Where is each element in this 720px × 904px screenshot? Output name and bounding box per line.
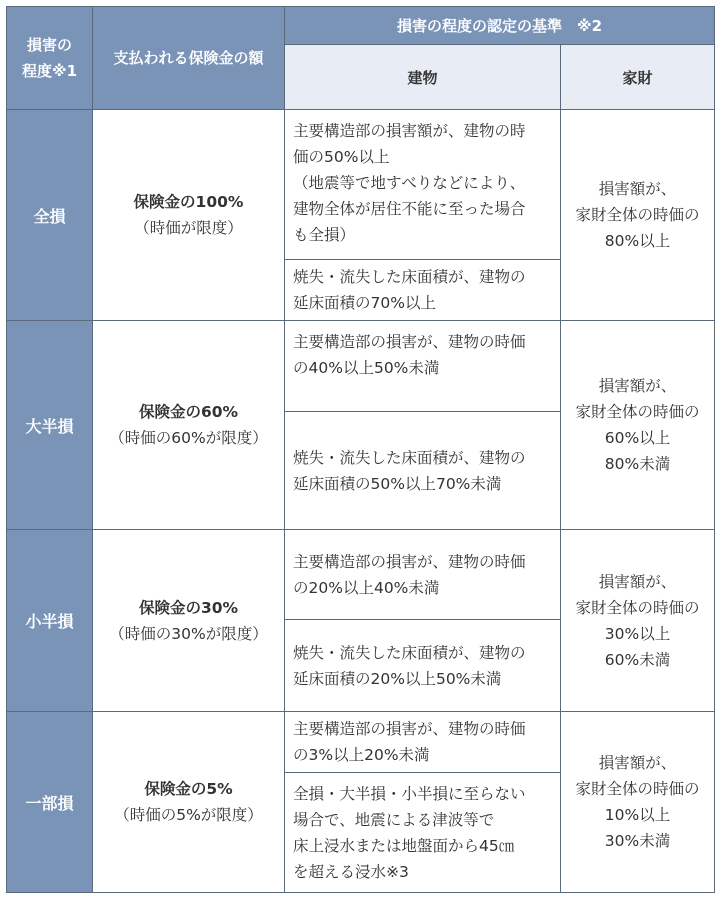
building-criteria-structure [285,530,561,620]
contents-line: 損害額が、 [598,377,677,395]
contents-line: 80%以上 [604,232,671,250]
amount-main: 保険金の30% [138,598,239,617]
contents-line: 損害額が、 [598,754,677,772]
criteria-line: を超える浸水※3 [293,862,409,881]
contents-line: 80%未満 [604,455,671,473]
criteria-line: の3%以上20%未満 [293,746,430,764]
criteria-line: 主要構造部の損害が、建物の時価 [293,333,526,351]
criteria-line: も全損） [293,226,356,244]
criteria-line: 全損・大半損・小半損に至らない [293,784,526,803]
row-amount-partial-loss [93,712,285,893]
amount-main: 保険金の100% [133,193,244,211]
amount-sub: （時価が限度） [134,219,243,237]
building-criteria-flood [285,773,561,893]
header-contents: 家財 [561,45,715,110]
criteria-line: の40%以上50%未満 [293,359,440,377]
contents-line: 30%未満 [604,832,671,850]
contents-line: 30%以上 [604,624,671,643]
criteria-line: 延床面積の70%以上 [293,294,436,312]
row-degree-large-half-loss: 大半損 [7,321,93,530]
contents-line: 家財全体の時価の [575,403,700,421]
contents-line: 損害額が、 [598,180,677,198]
contents-line: 家財全体の時価の [575,780,700,798]
building-criteria-floor [285,260,561,321]
criteria-line: 場合で、地震による津波等で [293,810,495,829]
contents-line: 家財全体の時価の [575,598,700,617]
building-criteria-structure [285,712,561,773]
row-degree-small-half-loss: 小半損 [7,530,93,712]
criteria-line: 焼失・流失した床面積が、建物の [293,268,526,286]
contents-line: 損害額が、 [598,572,677,591]
contents-line: 60%以上 [604,429,671,447]
contents-line: 60%未満 [604,650,671,669]
criteria-line: 主要構造部の損害額が、建物の時 [293,122,526,140]
contents-line: 家財全体の時価の [575,206,700,224]
insurance-criteria-table [6,6,715,893]
criteria-line: 焼失・流失した床面積が、建物の [293,448,526,467]
header-degree-line-1: 損害の [26,36,72,54]
contents-criteria [561,530,715,712]
criteria-line: 価の50%以上 [293,148,390,166]
criteria-line: 焼失・流失した床面積が、建物の [293,643,526,662]
criteria-line: 建物全体が居住不能に至った場合 [293,200,526,218]
row-degree-partial-loss: 一部損 [7,712,93,893]
header-degree [7,7,93,110]
header-amount: 支払われる保険金の額 [93,7,285,110]
header-building: 建物 [285,45,561,110]
amount-sub: （時価の30%が限度） [109,624,268,643]
criteria-line: 床上浸水または地盤面から45㎝ [293,836,515,855]
building-criteria-floor [285,620,561,712]
row-degree-total-loss: 全損 [7,110,93,321]
building-criteria-structure [285,321,561,412]
criteria-line: 主要構造部の損害が、建物の時価 [293,720,526,738]
building-criteria-floor [285,412,561,530]
criteria-line: （地震等で地すべりなどにより、 [293,174,526,192]
criteria-line: の20%以上40%未満 [293,578,440,597]
contents-criteria [561,110,715,321]
contents-criteria [561,321,715,530]
criteria-line: 延床面積の20%以上50%未満 [293,669,502,688]
amount-main: 保険金の5% [144,780,233,798]
amount-sub: （時価の60%が限度） [109,429,268,447]
row-amount-small-half-loss [93,530,285,712]
criteria-line: 主要構造部の損害が、建物の時価 [293,552,526,571]
header-criteria: 損害の程度の認定の基準 ※2 [285,7,715,45]
building-criteria-structure [285,110,561,260]
row-amount-large-half-loss [93,321,285,530]
amount-sub: （時価の5%が限度） [114,806,263,824]
header-degree-line-2: 程度※1 [21,62,78,80]
contents-line: 10%以上 [604,806,671,824]
amount-main: 保険金の60% [138,403,239,421]
row-amount-total-loss [93,110,285,321]
contents-criteria [561,712,715,893]
criteria-line: 延床面積の50%以上70%未満 [293,474,502,493]
